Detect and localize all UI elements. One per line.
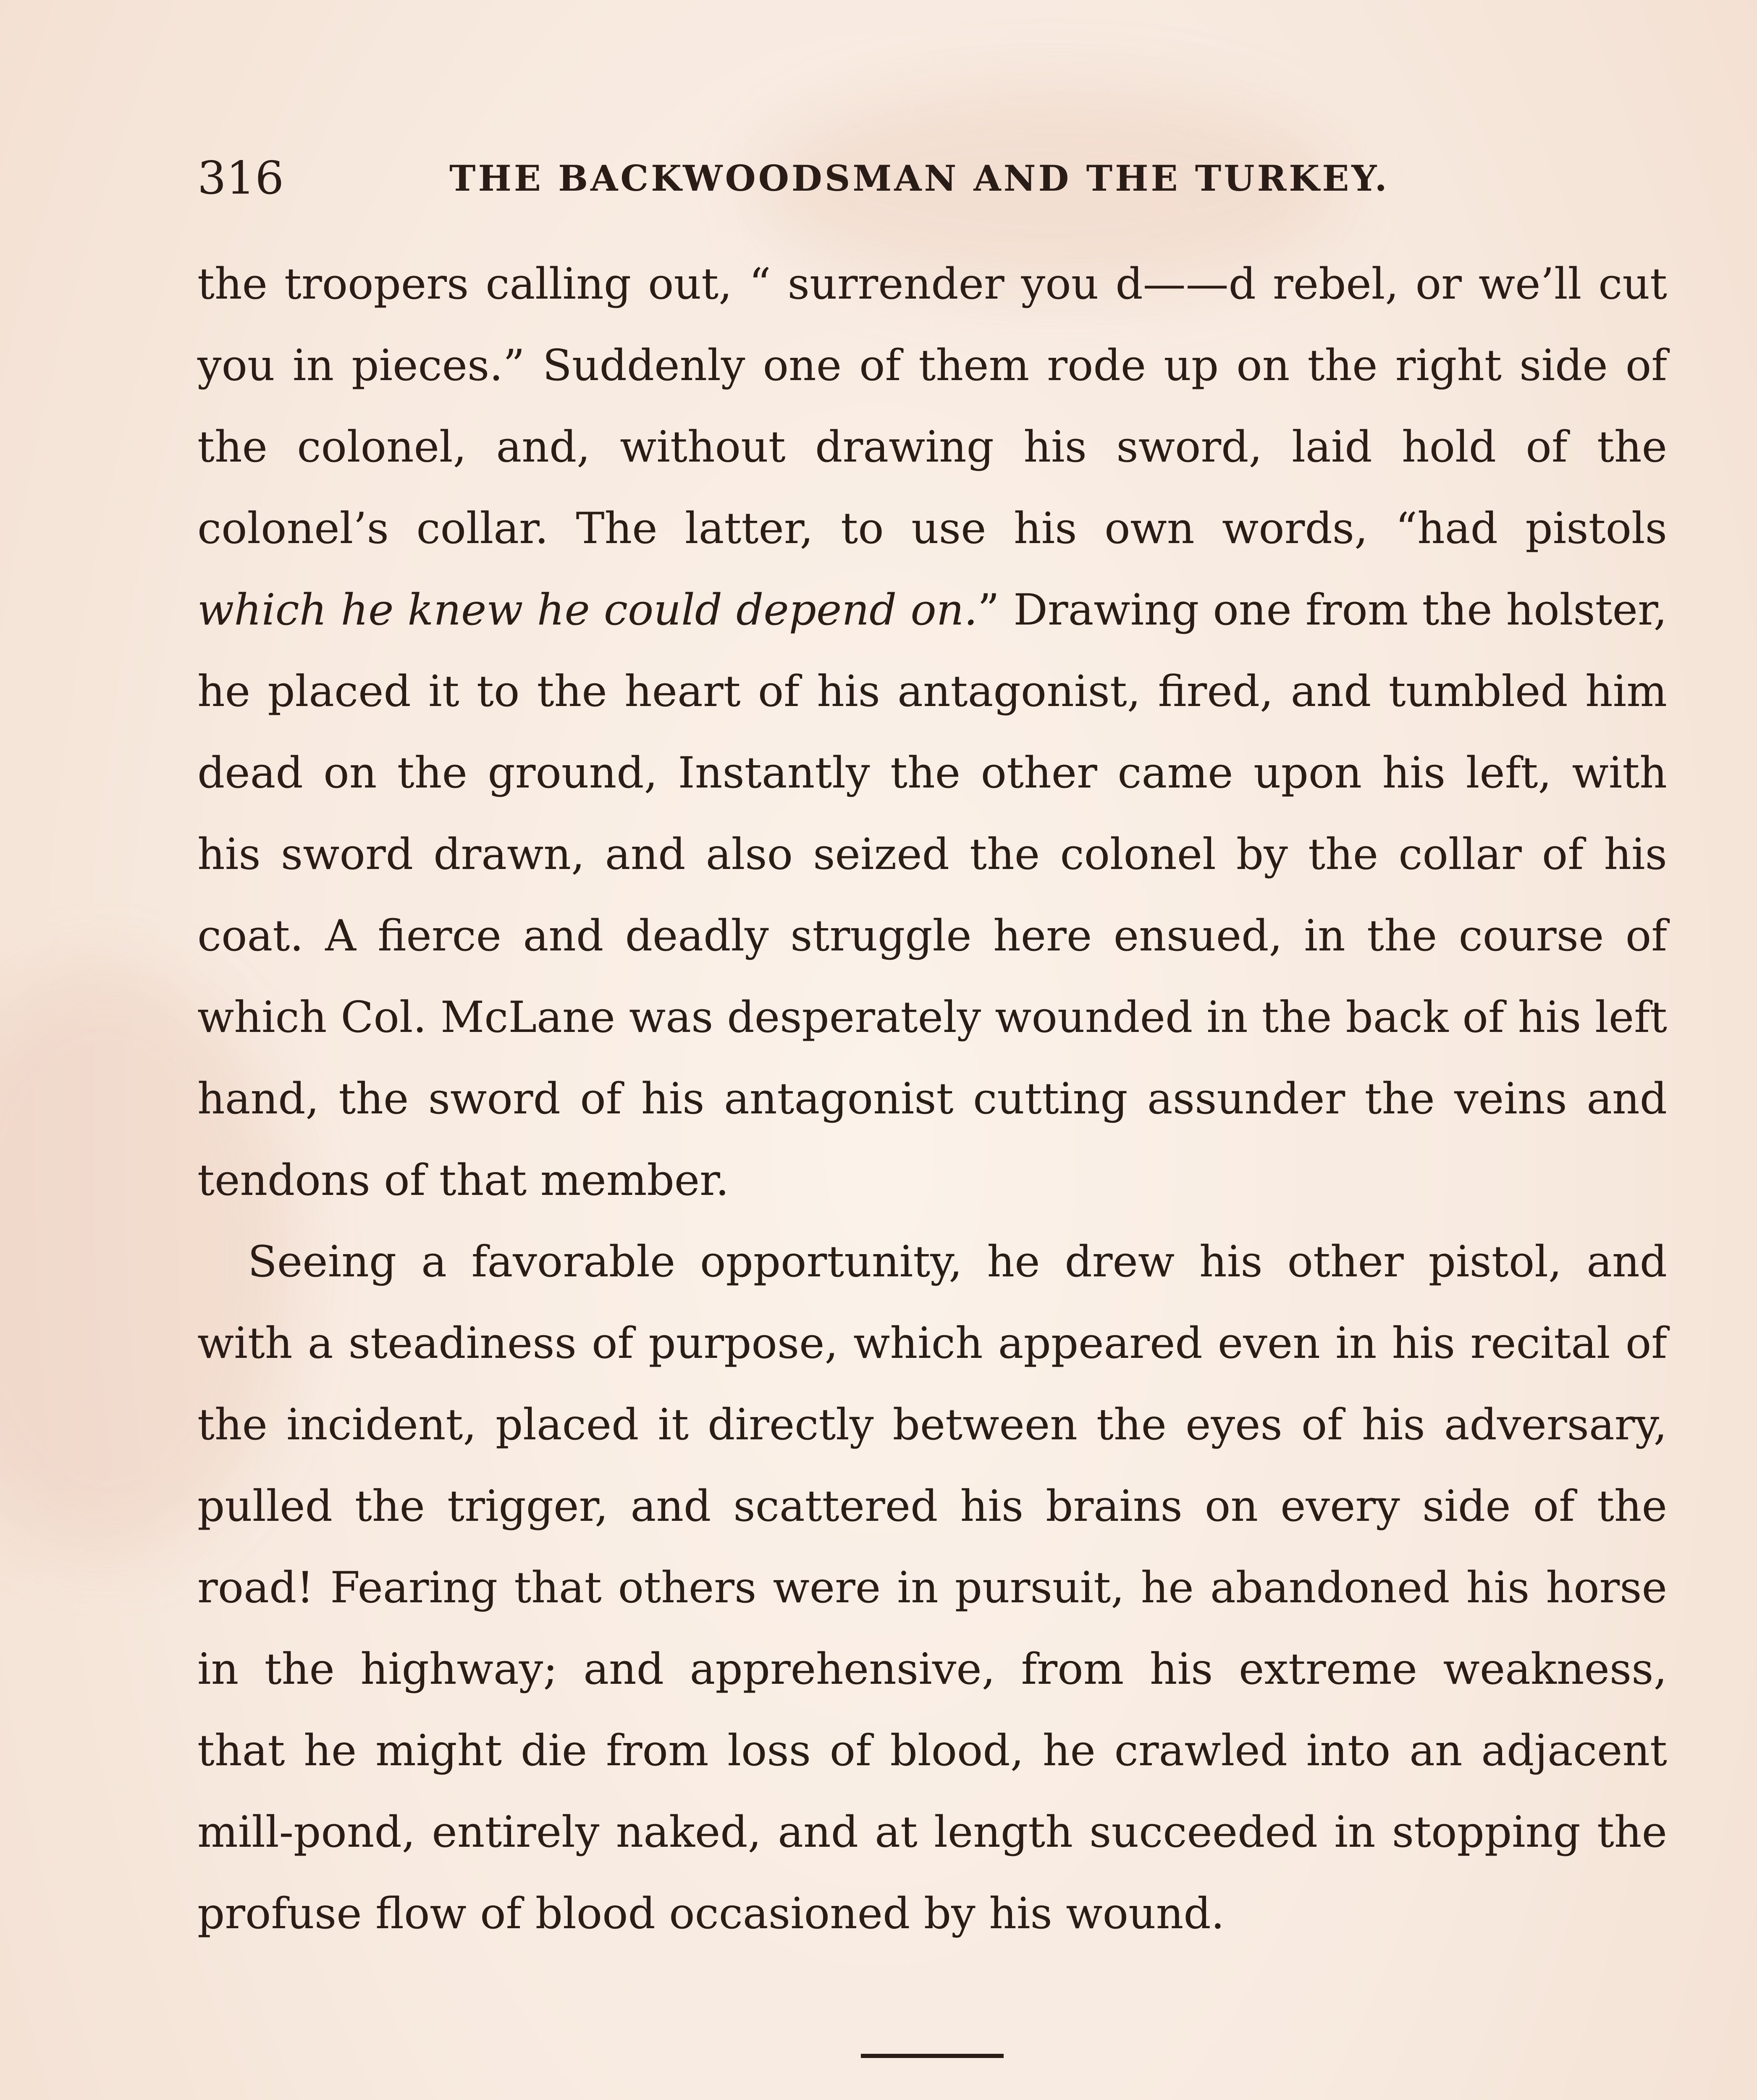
body-text <box>197 244 1667 1955</box>
page-number: 316 <box>197 152 284 205</box>
section-divider <box>861 2054 1004 2058</box>
page-header <box>197 151 1667 206</box>
paragraph-1-text-cont: ” Drawing one from the holster, he placed it to the heart of his antagonist, fired, and tumbled him dead on the ground, Instantly the other came upon his left, with his sword drawn, and also seized the colonel by the collar of his coat. A fierce and deadly struggle here ensued, in the course of which Col. McLane was desperately wounded in the back of his left hand, the sword of his antagonist cutting assunder the veins and tendons of that member. <box>197 585 1668 1205</box>
paragraph-2 <box>197 1221 1667 1955</box>
paragraph-1 <box>197 244 1667 1221</box>
paragraph-1-text: the troopers calling out, “ surrender you d——d rebel, or we’ll cut you in pieces.” Suddenly one of them rode up on the right side of the colonel, and, without drawing his sword, laid hold of the colonel’s collar. The latter, to use his own words, “had pistols <box>197 259 1667 554</box>
running-head: THE BACKWOODSMAN AND THE TURKEY. <box>449 158 1390 199</box>
paragraph-1-italic-quote: which he knew he could depend on. <box>197 585 978 635</box>
paragraph-2-text: Seeing a favorable opportunity, he drew his other pistol, and with a steadiness of purpose, which appeared even in his recital of the incident, placed it directly between the eyes of his adversary, pulled the trigger, and scattered his brains on every side of the road! Fearing that others were in pursuit, he abandoned his horse in the highway; and apprehensive, from his extreme weakness, that he might die from loss of blood, he crawled into an adjacent mill-pond, entirely naked, and at length succeeded in stopping the profuse flow of blood occasioned by his wound. <box>197 1237 1667 1939</box>
